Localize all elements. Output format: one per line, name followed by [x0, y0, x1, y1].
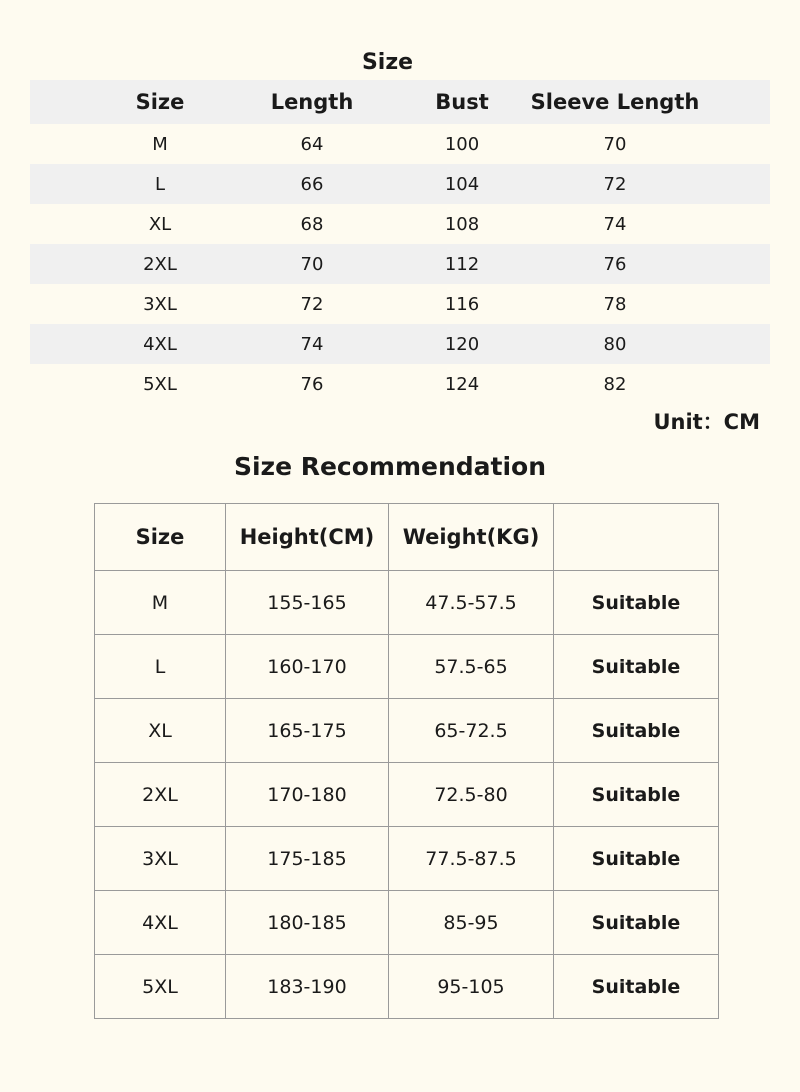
- cell-size: 2XL: [95, 763, 226, 827]
- table-row: [95, 635, 719, 699]
- cell-weight: 85-95: [389, 891, 554, 955]
- recommendation-title: Size Recommendation: [233, 452, 547, 481]
- table-row: [30, 244, 770, 284]
- header-fit: [554, 504, 719, 571]
- table-row: [30, 164, 770, 204]
- cell-bust: 116: [444, 293, 480, 315]
- header-size: Size: [95, 504, 226, 571]
- cell-height: 155-165: [226, 571, 389, 635]
- cell-height: 183-190: [226, 955, 389, 1019]
- cell-fit: Suitable: [554, 891, 719, 955]
- unit-label: Unit：CM: [653, 410, 760, 434]
- header-size: Size: [135, 90, 185, 114]
- cell-bust: 104: [444, 173, 480, 195]
- cell-length: 68: [300, 213, 324, 235]
- table-row: [30, 324, 770, 364]
- cell-weight: 47.5-57.5: [389, 571, 554, 635]
- cell-size: XL: [95, 699, 226, 763]
- cell-sleeve-length: 76: [603, 253, 627, 275]
- cell-fit: Suitable: [554, 827, 719, 891]
- size-chart-title: Size: [361, 50, 414, 75]
- cell-bust: 108: [444, 213, 480, 235]
- cell-height: 175-185: [226, 827, 389, 891]
- cell-weight: 65-72.5: [389, 699, 554, 763]
- cell-size: M: [95, 571, 226, 635]
- table-row: [95, 827, 719, 891]
- cell-bust: 100: [444, 133, 480, 155]
- cell-length: 70: [300, 253, 324, 275]
- cell-weight: 77.5-87.5: [389, 827, 554, 891]
- cell-size: L: [95, 635, 226, 699]
- cell-height: 160-170: [226, 635, 389, 699]
- cell-sleeve-length: 80: [603, 333, 627, 355]
- size-chart-table: [30, 80, 770, 404]
- header-weight: Weight(KG): [389, 504, 554, 571]
- table-row: [95, 763, 719, 827]
- table-row: [95, 699, 719, 763]
- cell-bust: 120: [444, 333, 480, 355]
- cell-weight: 95-105: [389, 955, 554, 1019]
- cell-fit: Suitable: [554, 763, 719, 827]
- cell-fit: Suitable: [554, 571, 719, 635]
- table-row: [30, 124, 770, 164]
- cell-sleeve-length: 74: [603, 213, 627, 235]
- cell-height: 180-185: [226, 891, 389, 955]
- table-row: [30, 204, 770, 244]
- cell-sleeve-length: 82: [603, 373, 627, 395]
- cell-length: 74: [300, 333, 324, 355]
- table-row: [95, 955, 719, 1019]
- cell-size: 5XL: [143, 373, 177, 395]
- cell-size: XL: [148, 213, 172, 235]
- size-chart-header-row: [30, 80, 770, 124]
- cell-sleeve-length: 72: [603, 173, 627, 195]
- cell-weight: 57.5-65: [389, 635, 554, 699]
- header-sleeve-length: Sleeve Length: [530, 90, 700, 114]
- cell-fit: Suitable: [554, 635, 719, 699]
- table-row: [95, 891, 719, 955]
- cell-length: 72: [300, 293, 324, 315]
- cell-size: 5XL: [95, 955, 226, 1019]
- cell-size: 2XL: [143, 253, 177, 275]
- table-row: [95, 571, 719, 635]
- cell-size: 3XL: [95, 827, 226, 891]
- cell-fit: Suitable: [554, 699, 719, 763]
- cell-height: 170-180: [226, 763, 389, 827]
- cell-size: 4XL: [95, 891, 226, 955]
- cell-height: 165-175: [226, 699, 389, 763]
- cell-size: 3XL: [143, 293, 177, 315]
- recommendation-table: [94, 503, 719, 1019]
- recommendation-header-row: [95, 504, 719, 571]
- table-row: [30, 364, 770, 404]
- cell-fit: Suitable: [554, 955, 719, 1019]
- table-row: [30, 284, 770, 324]
- header-bust: Bust: [435, 90, 489, 114]
- header-length: Length: [270, 90, 354, 114]
- cell-length: 76: [300, 373, 324, 395]
- cell-bust: 124: [444, 373, 480, 395]
- cell-sleeve-length: 70: [603, 133, 627, 155]
- cell-size: 4XL: [143, 333, 177, 355]
- cell-sleeve-length: 78: [603, 293, 627, 315]
- cell-size: L: [154, 173, 166, 195]
- cell-length: 66: [300, 173, 324, 195]
- cell-weight: 72.5-80: [389, 763, 554, 827]
- cell-size: M: [152, 133, 168, 155]
- cell-bust: 112: [444, 253, 480, 275]
- header-height: Height(CM): [226, 504, 389, 571]
- cell-length: 64: [300, 133, 324, 155]
